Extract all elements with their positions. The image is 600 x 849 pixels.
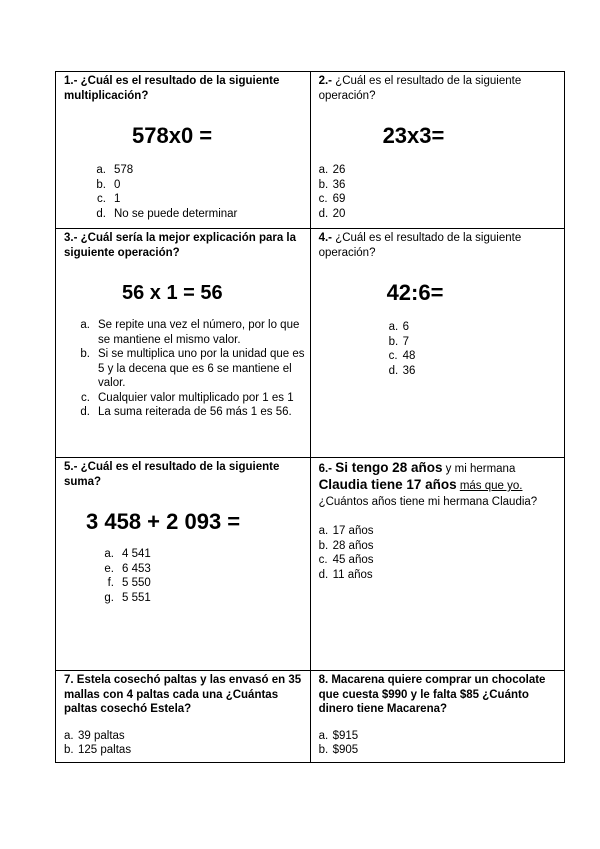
option[interactable]: f. 5 550 — [107, 577, 151, 589]
question-1-text: 1.- ¿Cuál es el resultado de la siguiente multiplicación? — [64, 75, 280, 102]
option[interactable]: c. 69 — [318, 193, 346, 205]
option[interactable]: a. 26 — [318, 164, 346, 176]
question-5-text: 5.- ¿Cuál es el resultado de la siguiente suma? — [64, 461, 280, 488]
question-3-cell — [56, 229, 311, 458]
option[interactable]: b. 28 años — [318, 539, 374, 552]
option[interactable]: d. 20 — [318, 207, 346, 220]
question-1-cell — [56, 72, 311, 229]
option[interactable]: a. Se repite una vez el número, por lo que se mantiene el mismo valor. — [80, 319, 300, 346]
option[interactable]: a. 578 — [96, 164, 134, 176]
question-6-cell — [310, 458, 564, 671]
question-8-cell — [310, 671, 564, 763]
option[interactable]: a. 4 541 — [104, 548, 151, 560]
question-5-equation: 3 458 + 2 093 = — [86, 509, 241, 534]
question-2-options — [319, 163, 559, 221]
option[interactable]: e. 6 453 — [104, 562, 151, 575]
question-6-text: 6.- Si tengo 28 años y mi hermana Claudia tiene 17 años más que yo. ¿Cuántos años tiene mi hermana Claudia? — [318, 460, 538, 508]
question-4-equation: 42:6= — [386, 280, 444, 305]
option[interactable]: d. No se puede determinar — [96, 207, 238, 220]
question-3-options — [76, 318, 305, 420]
option[interactable]: c. Cualquier valor multiplicado por 1 es 1 — [81, 391, 294, 404]
question-3-equation: 56 x 1 = 56 — [122, 282, 223, 304]
question-4-cell — [310, 229, 564, 458]
question-1-equation: 578x0 = — [132, 123, 213, 148]
option[interactable]: a. $915 — [318, 729, 359, 742]
question-5-options — [100, 547, 305, 605]
option[interactable]: c. 1 — [97, 193, 121, 205]
question-4-text: 4.- ¿Cuál es el resultado de la siguiente operación? — [318, 232, 522, 259]
question-4-options — [389, 320, 559, 378]
option[interactable]: a. 17 años — [318, 525, 374, 537]
question-3-text: 3.- ¿Cuál sería la mejor explicación para la siguiente operación? — [64, 232, 297, 259]
question-1-options — [92, 163, 305, 221]
option[interactable]: d. La suma reiterada de 56 más 1 es 56. — [80, 406, 292, 418]
question-7-cell — [56, 671, 311, 763]
questions-table — [55, 71, 565, 763]
option[interactable]: d. 36 — [388, 364, 416, 377]
option[interactable]: g. 5 551 — [104, 591, 151, 604]
question-7-text: 7. Estela cosechó paltas y las envasó en 35 mallas con 4 paltas cada una ¿Cuántas paltas cosechó Estela? — [64, 674, 302, 715]
option[interactable]: c. 48 — [388, 350, 416, 362]
question-2-text: 2.- ¿Cuál es el resultado de la siguiente operación? — [318, 75, 522, 102]
option[interactable]: b. $905 — [318, 744, 359, 756]
option[interactable]: b. 0 — [96, 178, 121, 191]
option[interactable]: b. 36 — [318, 178, 346, 191]
question-2-equation: 23x3= — [382, 123, 445, 148]
question-8-text: 8. Macarena quiere comprar un chocolate que cuesta $990 y le falta $85 ¿Cuánto dinero tiene Macarena? — [318, 674, 546, 715]
question-2-cell — [310, 72, 564, 229]
option[interactable]: b. 125 paltas — [64, 744, 132, 756]
question-7-options — [64, 729, 305, 758]
option[interactable]: a. 39 paltas — [64, 729, 125, 742]
option[interactable]: a. 6 — [388, 321, 409, 333]
question-5-cell — [56, 458, 311, 671]
option[interactable]: c. 45 años — [318, 554, 374, 566]
question-8-options — [319, 729, 559, 758]
question-6-options — [319, 524, 559, 582]
option[interactable]: b. Si se multiplica uno por la unidad que es 5 y la decena que es 6 se mantiene el valor. — [80, 348, 305, 389]
option[interactable]: d. 11 años — [318, 568, 373, 581]
option[interactable]: b. 7 — [388, 335, 409, 348]
